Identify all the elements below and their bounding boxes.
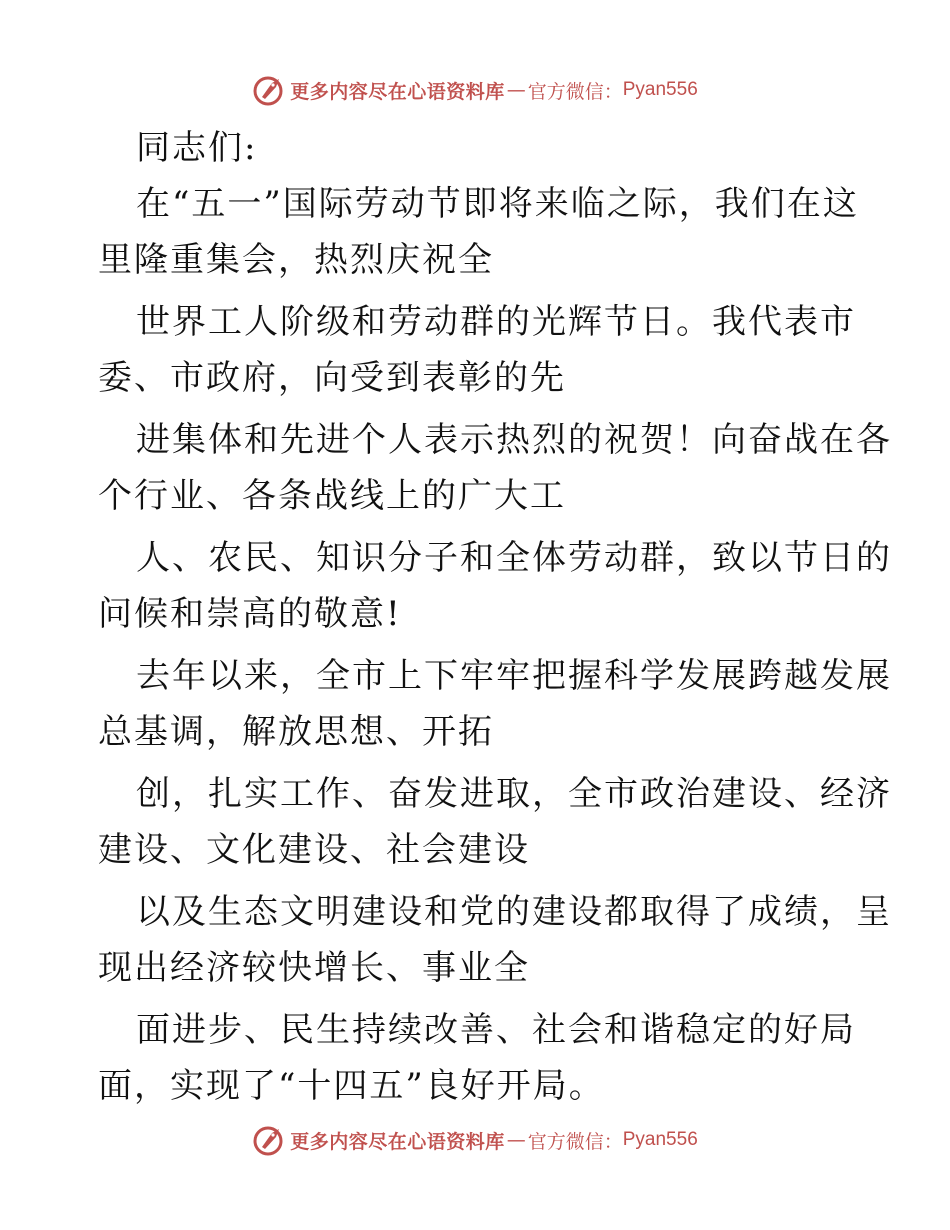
text-line: 世界工人阶级和劳动群的光辉节日。我代表市 — [136, 302, 856, 342]
header-watermark — [0, 70, 950, 110]
text-line: 面进步、民生持续改善、社会和谐稳定的好局 — [136, 1010, 856, 1050]
watermark-wechat-label: 官方微信： — [527, 1130, 623, 1153]
text-line: 创，扎实工作、奋发进取，全市政治建设、经济 — [136, 774, 892, 814]
watermark-wechat-label: 官方微信： — [527, 80, 623, 103]
watermark-separator: — — [506, 79, 526, 101]
watermark-site-text: 更多内容尽在心语资料库 — [290, 80, 505, 103]
text-line: 总基调，解放思想、开拓 — [98, 712, 494, 752]
watermark-site-text: 更多内容尽在心语资料库 — [290, 1130, 505, 1153]
text-line: 建设、文化建设、社会建设 — [98, 830, 530, 870]
text-line: 问候和崇高的敬意! — [98, 594, 402, 634]
pen-nib-circle-icon — [252, 1123, 286, 1157]
text-line: 里隆重集会，热烈庆祝全 — [98, 240, 494, 280]
watermark-separator: — — [506, 1129, 526, 1151]
text-line: 人、农民、知识分子和全体劳动群，致以节日的 — [136, 538, 892, 578]
salutation-line: 同志们: — [136, 128, 258, 168]
text-line: 委、市政府，向受到表彰的先 — [98, 358, 566, 398]
footer-watermark — [0, 1120, 950, 1160]
text-line: 面，实现了“十四五”良好开局。 — [98, 1066, 605, 1106]
watermark-wechat-id: Pyan556 — [622, 1129, 698, 1150]
watermark-wechat-id: Pyan556 — [622, 79, 698, 100]
text-line: 个行业、各条战线上的广大工 — [98, 476, 566, 516]
text-line: 在“五一”国际劳动节即将来临之际，我们在这 — [136, 184, 859, 224]
text-line: 现出经济较快增长、事业全 — [98, 948, 530, 988]
text-line: 进集体和先进个人表示热烈的祝贺！向奋战在各 — [136, 420, 892, 460]
text-line: 去年以来，全市上下牢牢把握科学发展跨越发展 — [136, 656, 892, 696]
text-line: 以及生态文明建设和党的建设都取得了成绩，呈 — [136, 892, 892, 932]
pen-nib-circle-icon — [252, 73, 286, 107]
